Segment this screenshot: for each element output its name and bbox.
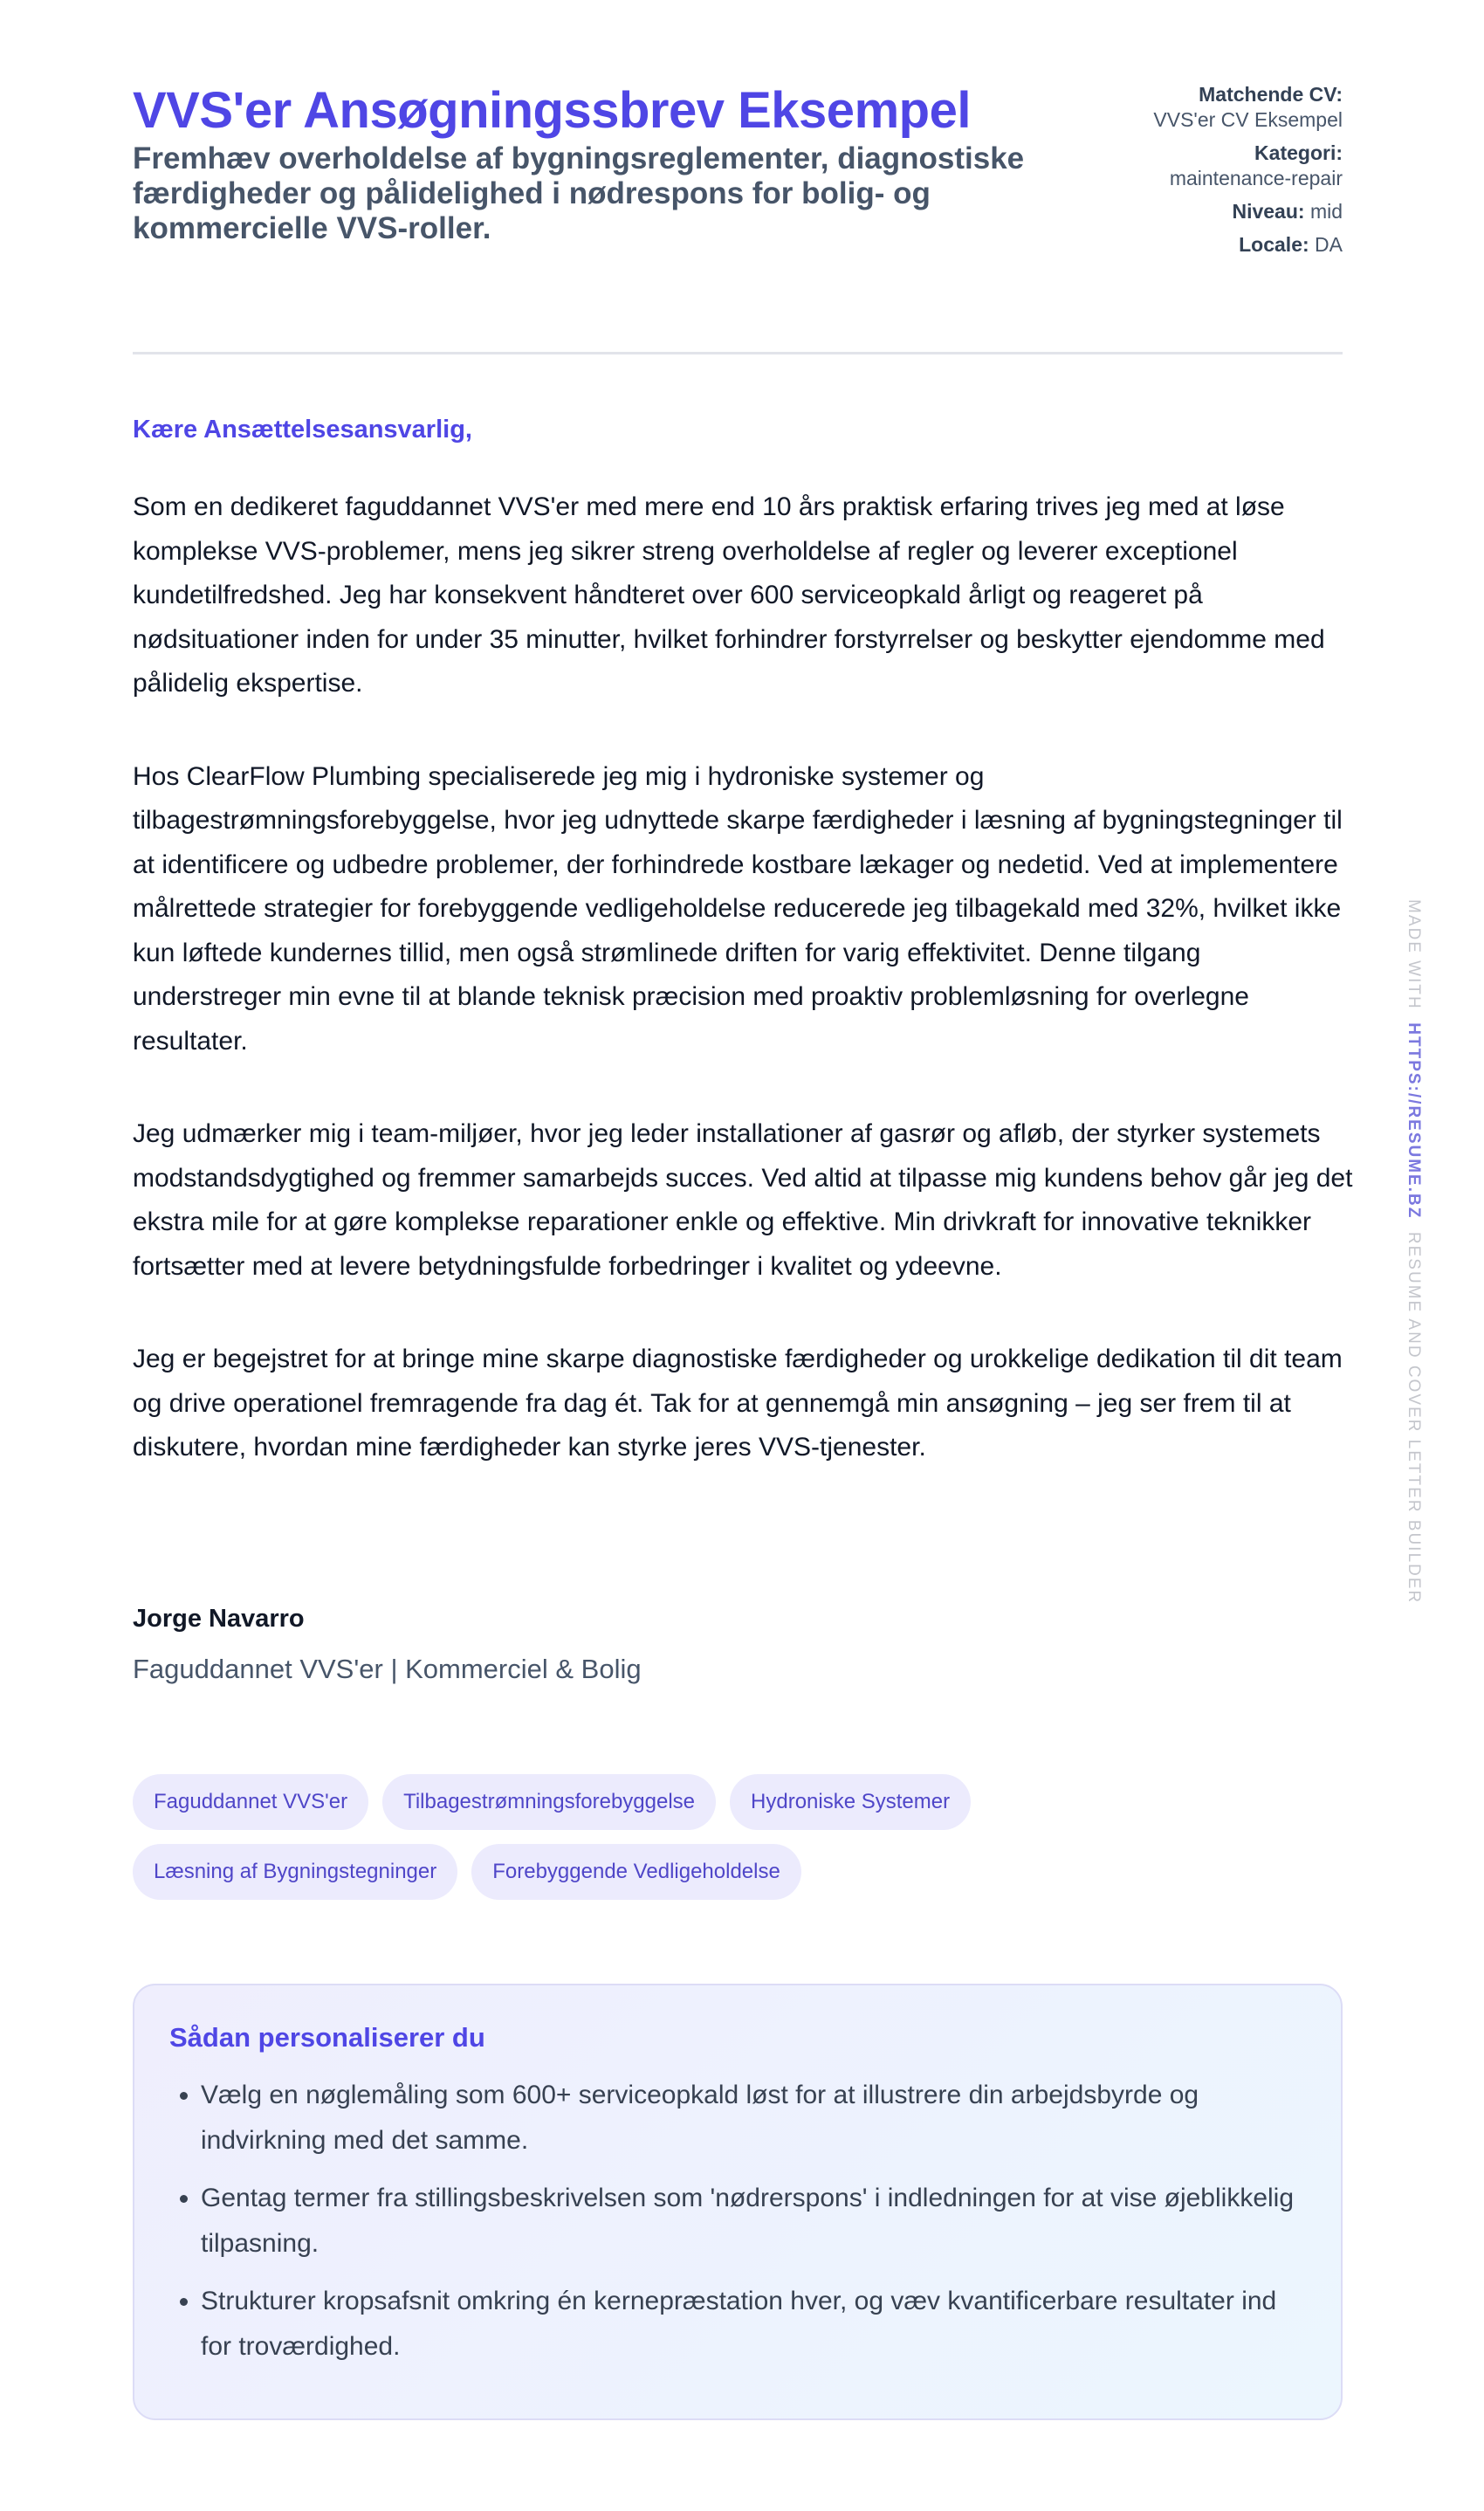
personalization-tips-box [133, 1984, 1343, 2420]
letter-greeting: Kære Ansættelsesansvarlig, [133, 416, 472, 444]
meta-category [1151, 141, 1343, 191]
skill-tag: Hydroniske Systemer [730, 1774, 971, 1830]
meta-panel [1151, 82, 1343, 265]
signature-title: Faguddannet VVS'er | Kommerciel & Bolig [133, 1654, 642, 1684]
letter-paragraph: Hos ClearFlow Plumbing specialiserede jeg mig i hydroniske systemer og tilbagestrømningsforebyggelse, hvor jeg udnyttede skarpe færdigheder i læsning af bygningstegninger til at identificere og udbedre problemer, der forhindrede kostbare lækager og nedetid. Ved at implementere målrettede strategier for forebyggende vedligeholdelse reducerede jeg tilbagekald med 32%, hvilket ikke kun løftede kundernes tillid, men også strømlinede driften for varig effektivitet. Denne tilgang understreger min evne til at blande teknisk præcision med proaktiv problemløsning for overlegne resultater. [133, 761, 1343, 1056]
meta-matching-cv [1151, 82, 1343, 133]
tip-item: • Gentag termer fra stillingsbeskrivelsen som 'nødrerspons' i indledningen for at vise øjeblikkelig tilpasning. [201, 2176, 1306, 2267]
watermark-suffix: RESUME AND COVER LETTER BUILDER [1405, 1231, 1423, 1605]
letter-paragraph: Jeg er begejstret for at bringe mine skarpe diagnostiske færdigheder og urokkelige dedikation til dit team og drive operationel fremragende fra dag ét. Tak for at gennemgå min ansøgning – jeg ser frem til at diskutere, hvordan mine færdigheder kan styrke jeres VVS-tjenester. [133, 1345, 1343, 1462]
tips-heading: Sådan personaliserer du [169, 2022, 485, 2053]
page-header [133, 0, 1343, 354]
watermark-link[interactable]: HTTPS://RESUME.BZ [1405, 1022, 1423, 1220]
watermark-prefix: MADE WITH [1405, 899, 1423, 1010]
letter-paragraph: Jeg udmærker mig i team-miljøer, hvor jeg leder installationer af gasrør og afløb, der styrker systemets modstandsdygtighed og fremmer samarbejds succes. Ved altid at tilpasse mig kundens behov går jeg det ekstra mile for at gøre komplekse reparationer enkle og effektive. Min drivkraft for innovative teknikker fortsætter med at levere betydningsfulde forbedringer i kvalitet og ydeevne. [133, 1119, 1353, 1281]
tip-item: • Vælg en nøglemåling som 600+ serviceopkald løst for at illustrere din arbejdsbyrde og indvirkning med det samme. [201, 2073, 1306, 2164]
skill-tag: Læsning af Bygningstegninger [133, 1844, 457, 1900]
tips-list [169, 2073, 1306, 2370]
page-subtitle: Fremhæv overholdelse af bygningsreglementer, diagnostiske færdigheder og pålidelighed i nødrespons for bolig- og kommercielle VVS-roller. [133, 141, 1025, 245]
tip-item: • Strukturer kropsafsnit omkring én kernepræstation hver, og væv kvantificerbare resultater ind for troværdighed. [201, 2279, 1306, 2370]
cover-letter-page [133, 0, 1353, 2361]
meta-value: mid [1309, 200, 1343, 223]
meta-label: Matchende CV: [1199, 83, 1343, 106]
vertical-watermark [1397, 899, 1432, 1615]
skill-tag: Forebyggende Vedligeholdelse [471, 1844, 801, 1900]
skill-tag: Faguddannet VVS'er [133, 1774, 368, 1830]
meta-value: VVS'er CV Eksempel [1153, 108, 1343, 131]
meta-value: maintenance-repair [1169, 167, 1343, 189]
meta-value: DA [1315, 233, 1343, 256]
skill-tag: Tilbagestrømningsforebyggelse [382, 1774, 716, 1830]
signature-name: Jorge Navarro [133, 1605, 305, 1633]
meta-level [1151, 199, 1343, 224]
letter-body [133, 485, 1355, 1519]
meta-label: Niveau: [1232, 200, 1305, 223]
letter-paragraph: Som en dedikeret faguddannet VVS'er med mere end 10 års praktisk erfaring trives jeg med at løse komplekse VVS-problemer, mens jeg sikrer streng overholdelse af regler og leverer exceptionel kundetilfredshed. Jeg har konsekvent håndteret over 600 serviceopkald årligt og reageret på nødsituationer inden for under 35 minutter, hvilket forhindrer forstyrrelser og beskytter ejendomme med pålidelig ekspertise. [133, 492, 1325, 698]
meta-locale [1151, 232, 1343, 258]
skill-tags [133, 1774, 1093, 1900]
watermark-text [1404, 899, 1423, 1604]
meta-label: Locale: [1239, 233, 1309, 256]
page-title: VVS'er Ansøgningssbrev Eksempel [133, 82, 971, 139]
meta-label: Kategori: [1254, 141, 1343, 164]
